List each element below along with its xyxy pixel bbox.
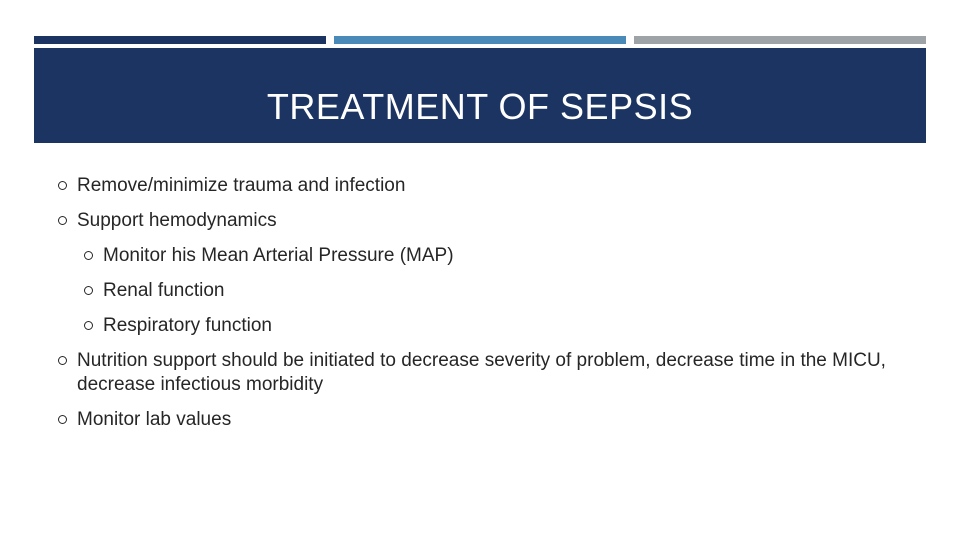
- circle-bullet-icon: [84, 251, 93, 260]
- circle-bullet-icon: [58, 181, 67, 190]
- circle-bullet-icon: [58, 216, 67, 225]
- bullet-text: Nutrition support should be initiated to decrease severity of problem, decrease time in the MICU, decrease infectious morbidity: [77, 350, 886, 395]
- bullet-text: Remove/minimize trauma and infection: [77, 175, 406, 196]
- bullet-text: Monitor lab values: [77, 409, 232, 430]
- sub-bullet-item: [84, 314, 272, 338]
- bullet-item: [58, 349, 918, 397]
- slide-title: TREATMENT OF SEPSIS: [266, 85, 694, 127]
- accent-bar-gray: [634, 36, 926, 44]
- bullet-text: Respiratory function: [103, 315, 272, 336]
- sub-bullet-item: [84, 244, 454, 268]
- accent-bar-blue: [334, 36, 626, 44]
- circle-bullet-icon: [58, 415, 67, 424]
- sub-bullet-item: [84, 279, 224, 303]
- circle-bullet-icon: [84, 321, 93, 330]
- bullet-item: [58, 209, 277, 233]
- accent-bar-dark: [34, 36, 326, 44]
- bullet-text: Renal function: [103, 280, 225, 301]
- circle-bullet-icon: [58, 356, 67, 365]
- bullet-item: [58, 408, 231, 432]
- bullet-text: Monitor his Mean Arterial Pressure (MAP): [103, 245, 454, 266]
- circle-bullet-icon: [84, 286, 93, 295]
- title-band: [34, 48, 926, 143]
- bullet-item: [58, 174, 405, 198]
- bullet-text: Support hemodynamics: [77, 210, 277, 231]
